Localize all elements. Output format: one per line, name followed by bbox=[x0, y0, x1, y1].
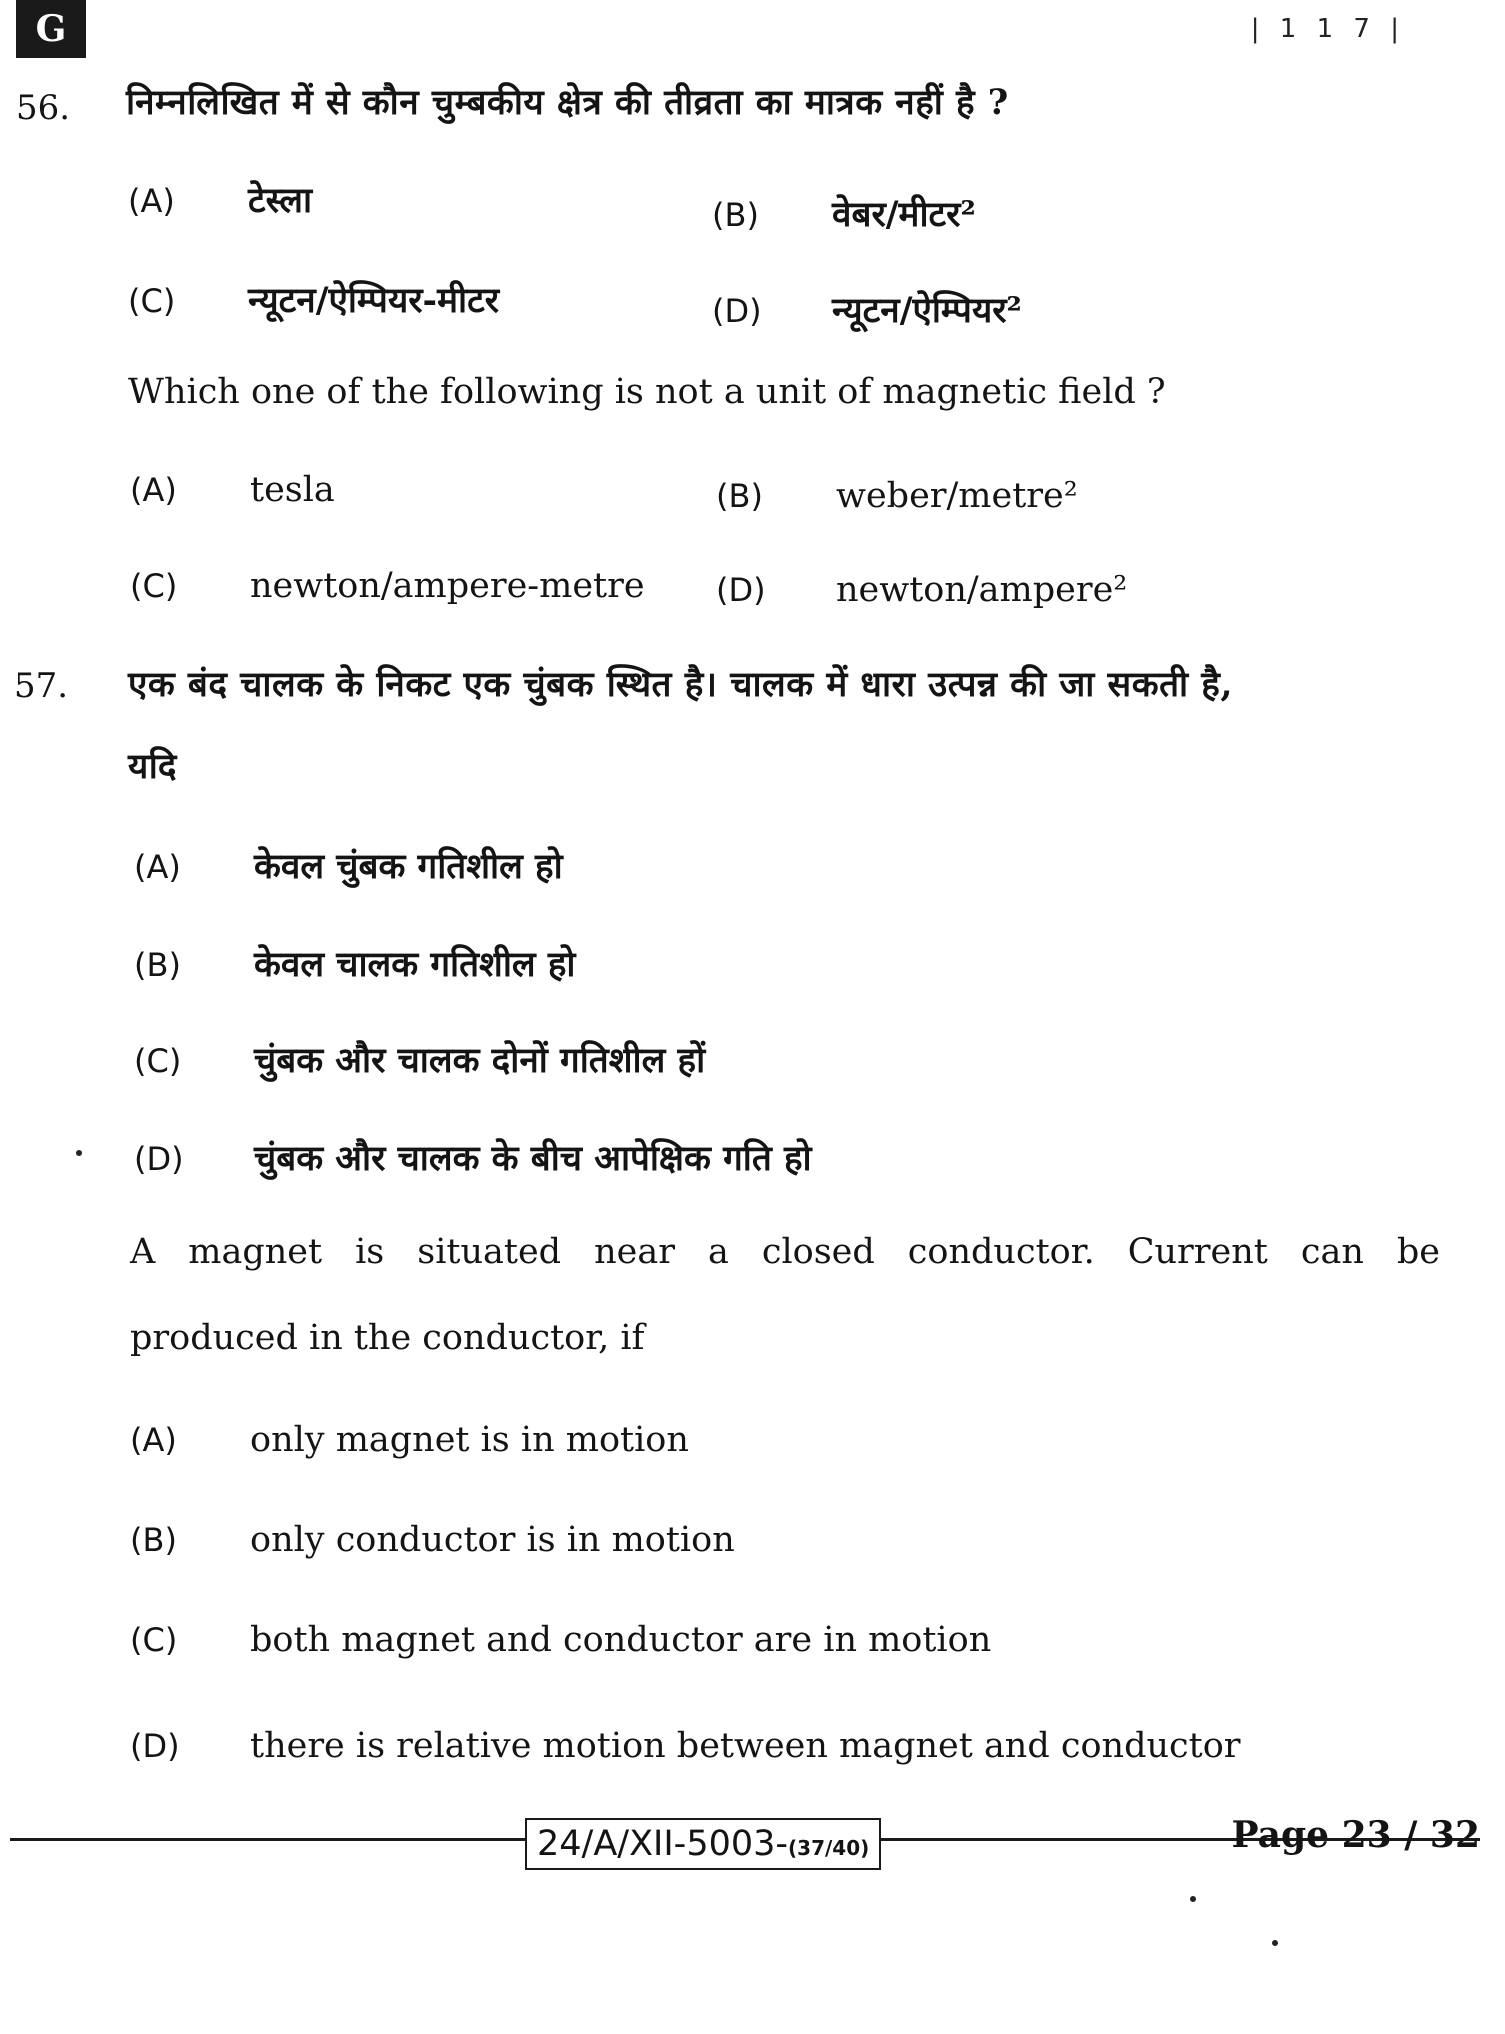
option-label: (A) bbox=[130, 471, 177, 509]
option-text: टेस्ला bbox=[248, 180, 313, 221]
option-text: वेबर/मीटर² bbox=[832, 194, 976, 235]
scan-speck bbox=[1190, 1896, 1196, 1902]
option-label: (A) bbox=[128, 182, 175, 220]
corner-code: | 1 1 7 | bbox=[1250, 14, 1405, 44]
option-text: there is relative motion between magnet and conductor bbox=[250, 1726, 1241, 1766]
question-57-number: 57. bbox=[14, 666, 69, 706]
q56-hindi-option-a bbox=[128, 176, 312, 223]
question-56-number: 56. bbox=[16, 88, 71, 128]
option-text: newton/ampere² bbox=[836, 570, 1128, 610]
option-text: tesla bbox=[250, 470, 335, 510]
option-text: केवल चुंबक गतिशील हो bbox=[254, 846, 563, 887]
q57-english-option-a bbox=[130, 1420, 689, 1460]
option-label: (C) bbox=[128, 282, 176, 320]
q56-english-option-a bbox=[130, 470, 335, 510]
option-text: न्यूटन/ऐम्पियर² bbox=[832, 290, 1022, 331]
option-text: both magnet and conductor are in motion bbox=[250, 1620, 992, 1660]
q57-hindi-option-c bbox=[134, 1036, 705, 1083]
question-57-hindi-text-line1: एक बंद चालक के निकट एक चुंबक स्थित है। चालक में धारा उत्पन्न की जा सकती है, bbox=[128, 664, 1234, 705]
option-label: (C) bbox=[130, 1621, 178, 1659]
option-label: (B) bbox=[130, 1521, 177, 1559]
q57-english-option-b bbox=[130, 1520, 735, 1560]
question-57-english-text-line1: A magnet is situated near a closed conductor. Current can be bbox=[130, 1232, 1440, 1272]
question-57-hindi-text-line2: यदि bbox=[128, 746, 177, 787]
question-57-english-text-line2: produced in the conductor, if bbox=[130, 1318, 645, 1358]
paper-code-suffix: (37/40) bbox=[788, 1836, 870, 1860]
scan-speck bbox=[1272, 1940, 1278, 1946]
option-text: चुंबक और चालक दोनों गतिशील हों bbox=[254, 1040, 706, 1081]
q57-hindi-option-a bbox=[134, 842, 563, 889]
paper-code-box bbox=[525, 1818, 881, 1870]
option-label: (B) bbox=[712, 196, 759, 234]
paper-code: 24/A/XII-5003- bbox=[537, 1824, 789, 1864]
option-label: (A) bbox=[130, 1421, 177, 1459]
option-label: (D) bbox=[134, 1140, 184, 1178]
question-56-hindi-text: निम्नलिखित में से कौन चुम्बकीय क्षेत्र की तीव्रता का मात्रक नहीं है ? bbox=[126, 82, 1009, 123]
option-label: (B) bbox=[134, 946, 181, 984]
q56-english-option-c bbox=[130, 566, 645, 606]
option-text: only conductor is in motion bbox=[250, 1520, 735, 1560]
set-code-badge: G bbox=[16, 0, 86, 58]
q56-hindi-option-c bbox=[128, 276, 499, 323]
option-label: (C) bbox=[130, 567, 178, 605]
q57-english-option-d bbox=[130, 1726, 1241, 1766]
option-text: newton/ampere-metre bbox=[250, 566, 645, 606]
q57-english-option-c bbox=[130, 1620, 991, 1660]
q56-hindi-option-d bbox=[712, 286, 1022, 333]
option-label: (D) bbox=[130, 1727, 180, 1765]
q57-hindi-option-d bbox=[134, 1134, 812, 1181]
option-text: चुंबक और चालक के बीच आपेक्षिक गति हो bbox=[254, 1138, 812, 1179]
option-label: (D) bbox=[712, 292, 762, 330]
option-label: (B) bbox=[716, 477, 763, 515]
q57-hindi-option-b bbox=[134, 940, 576, 987]
q56-english-option-d bbox=[716, 570, 1127, 610]
q56-hindi-option-b bbox=[712, 190, 976, 237]
option-label: (A) bbox=[134, 848, 181, 886]
option-text: only magnet is in motion bbox=[250, 1420, 689, 1460]
option-text: केवल चालक गतिशील हो bbox=[254, 944, 576, 985]
question-56-english-text: Which one of the following is not a unit of magnetic field ? bbox=[128, 372, 1166, 412]
option-text: न्यूटन/ऐम्पियर-मीटर bbox=[248, 280, 500, 321]
option-label: (C) bbox=[134, 1042, 182, 1080]
page-number: Page 23 / 32 bbox=[1231, 1814, 1480, 1856]
q56-english-option-b bbox=[716, 476, 1078, 516]
option-text: weber/metre² bbox=[836, 476, 1078, 516]
scan-speck bbox=[76, 1150, 82, 1156]
option-label: (D) bbox=[716, 571, 766, 609]
